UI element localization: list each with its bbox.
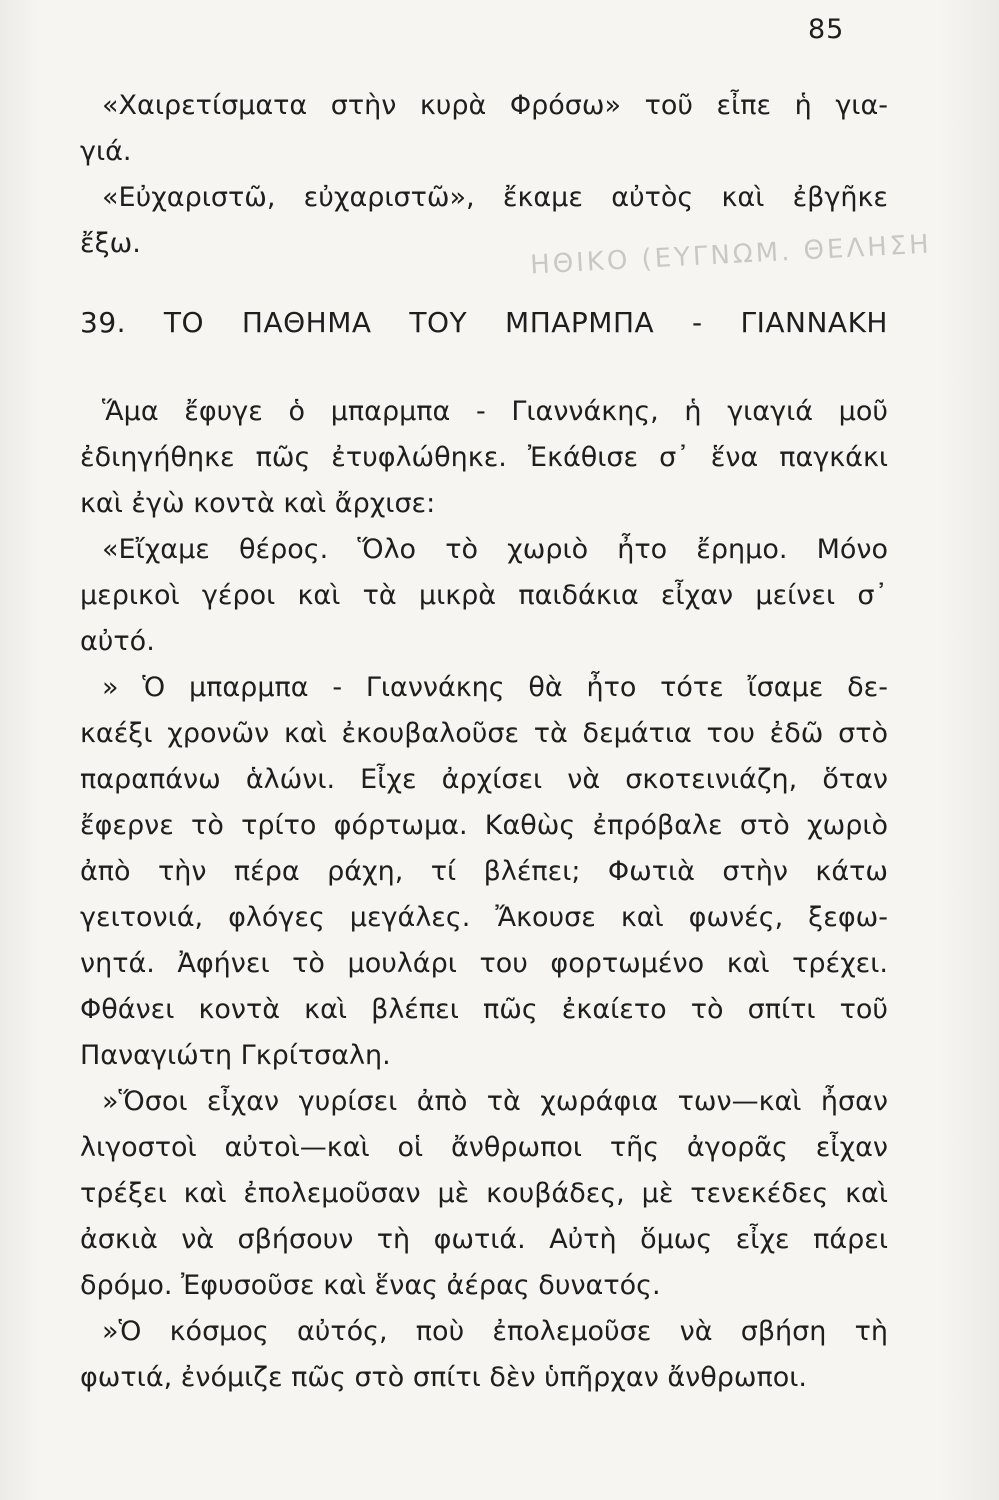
text-line: καέξι χρονῶν καὶ ἐκουβαλοῦσε τὰ δεμάτια του ἐδῶ στὸ xyxy=(80,718,888,749)
text-line: «Εὐχαριστῶ, εὐχαριστῶ», ἔκαμε αὐτὸς καὶ ἐβγῆκε xyxy=(102,182,888,213)
paragraph xyxy=(80,527,888,665)
paragraph xyxy=(80,389,888,527)
text-line: «Χαιρετίσματα στὴν κυρὰ Φρόσω» τοῦ εἶπε ἡ για- xyxy=(102,90,888,121)
text-line: λιγοστοὶ αὐτοὶ—καὶ οἱ ἄνθρωποι τῆς ἀγορᾶς εἶχαν xyxy=(80,1132,888,1163)
text-line: μερικοὶ γέροι καὶ τὰ μικρὰ παιδάκια εἶχαν μείνει σ᾽ xyxy=(80,580,888,611)
text-line: Φθάνει κοντὰ καὶ βλέπει πῶς ἐκαίετο τὸ σπίτι τοῦ xyxy=(80,994,888,1025)
text-line: «Εἴχαμε θέρος. Ὅλο τὸ χωριὸ ἦτο ἔρημο. Μόνο xyxy=(102,534,888,565)
page-number: 85 xyxy=(808,14,845,45)
text-line: γειτονιά, φλόγες μεγάλες. Ἄκουσε καὶ φωνές, ξεφω- xyxy=(80,902,888,933)
text-line: »Ὅσοι εἶχαν γυρίσει ἀπὸ τὰ χωράφια των—καὶ ἦσαν xyxy=(102,1086,888,1117)
intro-text xyxy=(80,83,888,267)
paragraph xyxy=(80,83,888,175)
text-line: ἀπὸ τὴν πέρα ράχη, τί βλέπει; Φωτιὰ στὴν κάτω xyxy=(80,856,888,887)
paragraph xyxy=(80,1079,888,1309)
text-line: » Ὁ μπαρμπα - Γιαννάκης θὰ ἦτο τότε ἴσαμε δε- xyxy=(102,672,888,703)
paragraph xyxy=(80,1309,888,1401)
text-line: τρέξει καὶ ἐπολεμοῦσαν μὲ κουβάδες, μὲ τενεκέδες καὶ xyxy=(80,1178,888,1209)
text-line: γιά. xyxy=(80,136,132,167)
text-line: αὐτό. xyxy=(80,626,155,657)
text-line: καὶ ἐγὼ κοντὰ καὶ ἄρχισε: xyxy=(80,488,436,519)
text-line: δρόμο. Ἐφυσοῦσε καὶ ἕνας ἀέρας δυνατός. xyxy=(80,1270,661,1301)
text-line: παραπάνω ἁλώνι. Εἶχε ἀρχίσει νὰ σκοτεινιάζη, ὅταν xyxy=(80,764,888,795)
text-line: ἀσκιὰ νὰ σβήσουν τὴ φωτιά. Αὐτὴ ὅμως εἶχε πάρει xyxy=(80,1224,888,1255)
text-line: ἔξω. xyxy=(80,228,141,259)
chapter-title: 39. ΤΟ ΠΑΘΗΜΑ ΤΟΥ ΜΠΑΡΜΠΑ - ΓΙΑΝΝΑΚΗ xyxy=(80,306,888,339)
paragraph xyxy=(80,175,888,267)
handwritten-note: ΗΘΙΚΟ (ΕΥΓΝΩΜ. ΘΕΛΗΣΗ xyxy=(529,229,933,281)
text-line: ἐδιηγήθηκε πῶς ἐτυφλώθηκε. Ἐκάθισε σ᾽ ἕνα παγκάκι xyxy=(80,442,888,473)
text-line: Ἅμα ἔφυγε ὁ μπαρμπα - Γιαννάκης, ἡ γιαγιά μοῦ xyxy=(102,396,888,427)
text-line: φωτιά, ἐνόμιζε πῶς στὸ σπίτι δὲν ὑπῆρχαν ἄνθρωποι. xyxy=(80,1362,807,1393)
story-text xyxy=(80,389,888,1401)
text-line: ἔφερνε τὸ τρίτο φόρτωμα. Καθὼς ἐπρόβαλε στὸ χωριὸ xyxy=(80,810,888,841)
text-line: »Ὁ κόσμος αὐτός, ποὺ ἐπολεμοῦσε νὰ σβήση τὴ xyxy=(102,1316,888,1347)
paragraph xyxy=(80,665,888,1079)
text-line: Παναγιώτη Γκρίτσαλη. xyxy=(80,1040,391,1071)
text-line: νητά. Ἀφήνει τὸ μουλάρι του φορτωμένο καὶ τρέχει. xyxy=(80,948,888,979)
